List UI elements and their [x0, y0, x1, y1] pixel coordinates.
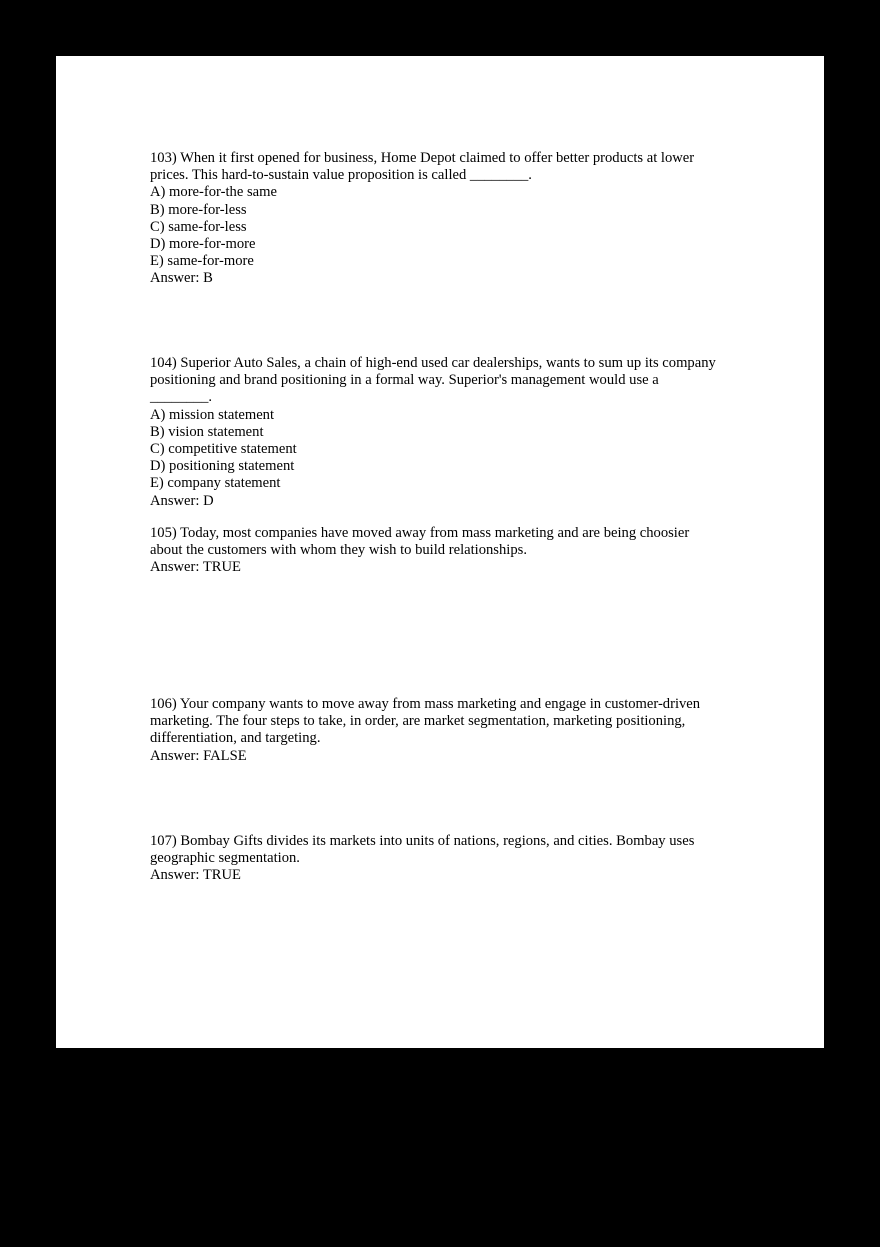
answer-option-e: E) company statement — [150, 475, 281, 492]
question-text-line: 104) Superior Auto Sales, a chain of high-end used car dealerships, wants to sum up its company — [150, 355, 716, 371]
question-text-line: ________. — [150, 389, 213, 406]
answer-key: Answer: FALSE — [150, 747, 247, 764]
answer-key: Answer: B — [150, 270, 213, 287]
answer-key: Answer: D — [150, 492, 214, 509]
question-text-line: differentiation, and targeting. — [150, 730, 321, 747]
question-107 — [150, 833, 750, 885]
question-text-line: geographic segmentation. — [150, 850, 300, 867]
question-text-line: marketing. The four steps to take, in order, are market segmentation, marketing positioning, — [150, 713, 686, 730]
question-text-line: 107) Bombay Gifts divides its markets into units of nations, regions, and cities. Bombay uses — [150, 833, 695, 849]
answer-option-b: B) more-for-less — [150, 201, 247, 218]
answer-option-d: D) more-for-more — [150, 236, 256, 253]
document-page — [56, 56, 824, 1048]
answer-option-b: B) vision statement — [150, 423, 264, 440]
question-text-line: prices. This hard-to-sustain value proposition is called ________. — [150, 167, 532, 184]
answer-option-c: C) competitive statement — [150, 441, 297, 458]
question-text-line: 103) When it first opened for business, Home Depot claimed to offer better products at lower — [150, 150, 695, 166]
question-104 — [150, 355, 750, 510]
question-text-line: 106) Your company wants to move away from mass marketing and engage in customer-driven — [150, 696, 701, 712]
answer-key: Answer: TRUE — [150, 867, 241, 884]
answer-option-d: D) positioning statement — [150, 458, 295, 475]
question-text-line: positioning and brand positioning in a formal way. Superior's management would use a — [150, 372, 659, 389]
question-text-line: about the customers with whom they wish to build relationships. — [150, 542, 527, 559]
question-103 — [150, 150, 750, 288]
answer-key: Answer: TRUE — [150, 559, 241, 576]
answer-option-a: A) more-for-the same — [150, 184, 277, 201]
question-text-line: 105) Today, most companies have moved away from mass marketing and are being choosier — [150, 525, 690, 541]
answer-option-a: A) mission statement — [150, 406, 275, 423]
answer-option-e: E) same-for-more — [150, 253, 254, 270]
answer-option-c: C) same-for-less — [150, 218, 247, 235]
question-106 — [150, 696, 750, 765]
question-105 — [150, 525, 750, 577]
